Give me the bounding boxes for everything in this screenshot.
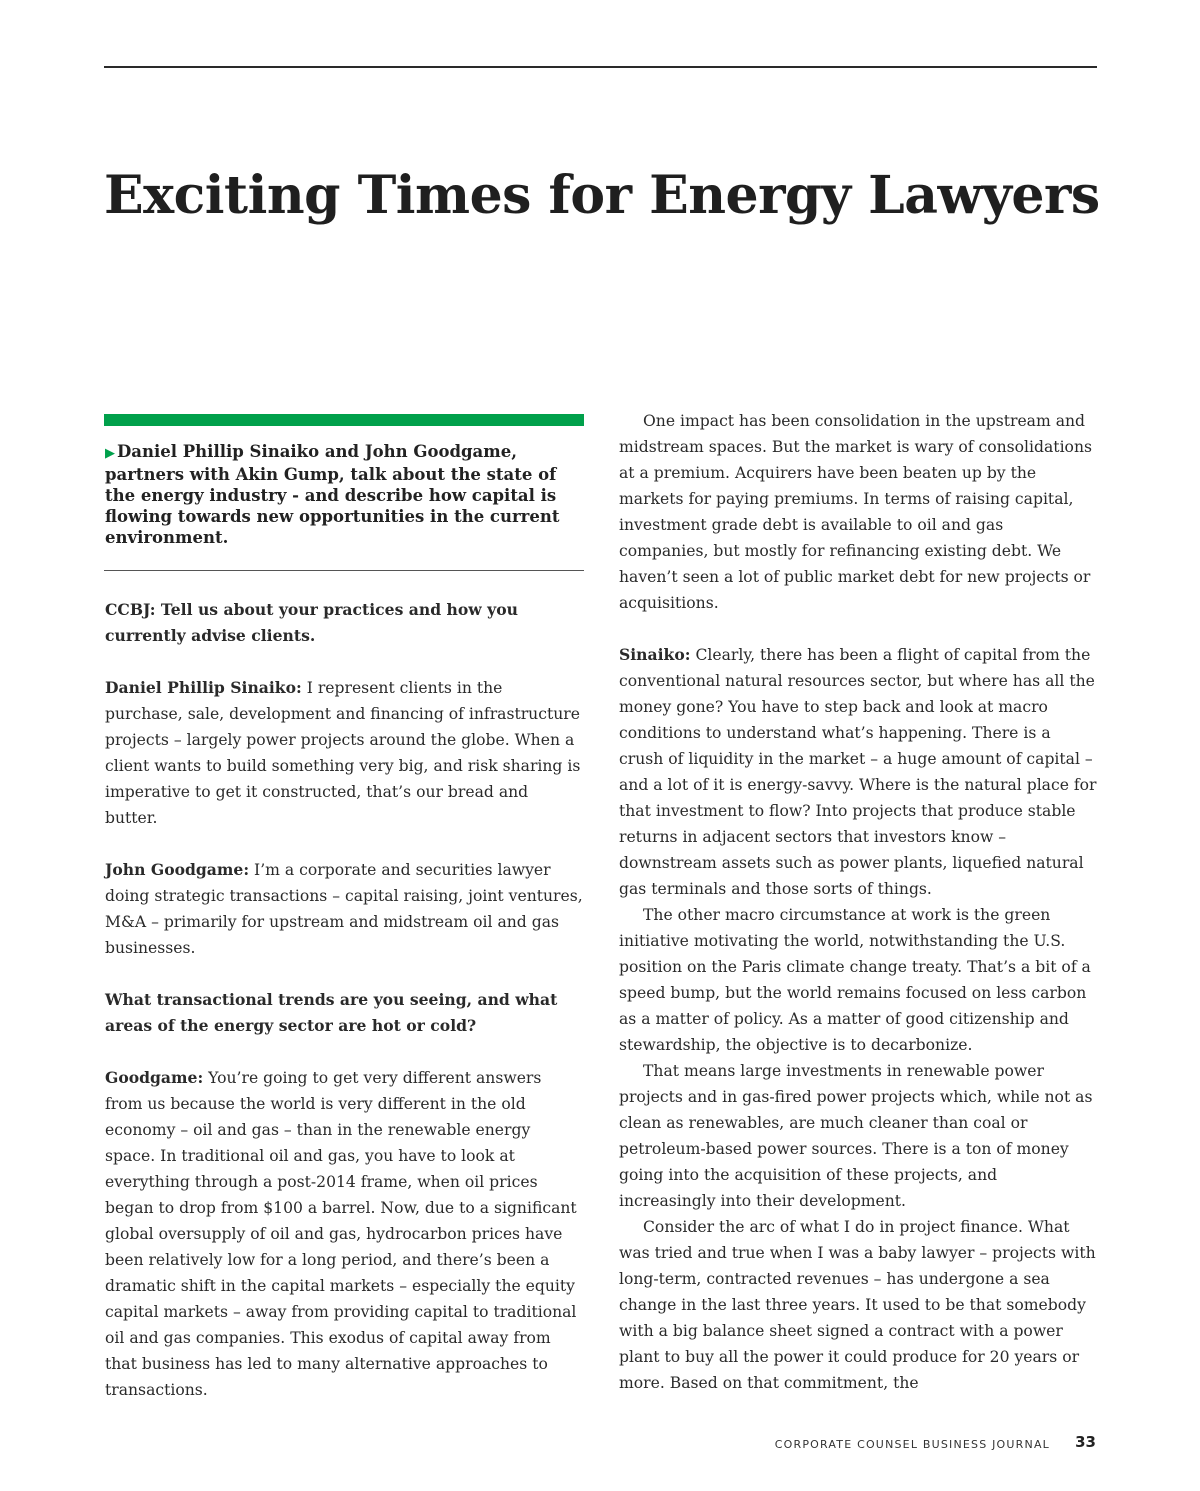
- answer-goodgame-2: [105, 1065, 583, 1403]
- article-deck: [105, 441, 583, 548]
- journal-name: CORPORATE COUNSEL BUSINESS JOURNAL: [774, 1438, 1050, 1451]
- speaker-label: Daniel Phillip Sinaiko:: [105, 678, 302, 697]
- paragraph-consolidation: One impact has been consolidation in the upstream and midstream spaces. But the market is wary of consolidations at a premium. Acquirers have been beaten up by the markets for paying premiums. In terms of raising capital, investment grade debt is available to oil and gas companies, but mostly for refinancing existing debt. We haven’t seen a lot of public market debt for new projects or acquisitions.: [619, 412, 1092, 612]
- question-2: What transactional trends are you seeing, and what areas of the energy sector are hot or cold?: [105, 990, 558, 1035]
- question-1: CCBJ: Tell us about your practices and how you currently advise clients.: [105, 600, 518, 645]
- answer-goodgame-1: [105, 857, 583, 961]
- paragraph-green-initiative: The other macro circumstance at work is the green initiative motivating the world, notwithstanding the U.S. position on the Paris climate change treaty. That’s a bit of a speed bump, but the world remains focused on less carbon as a matter of policy. As a matter of good citizenship and stewardship, the objective is to decarbonize.: [619, 906, 1091, 1054]
- answer-text: I’m a corporate and securities lawyer doing strategic transactions – capital raising, joint ventures, M&A – primarily for upstream and midstream oil and gas businesses.: [105, 861, 583, 957]
- speaker-label: John Goodgame:: [105, 860, 250, 879]
- answer-text: Clearly, there has been a flight of capital from the conventional natural resources sector, but where has all the money gone? You have to step back and look at macro conditions to understand what’s happening. There is a crush of liquidity in the market – a huge amount of capital – and a lot of it is energy-savvy. Where is the natural place for that investment to flow? Into projects that produce stable returns in adjacent sectors that investors know – downstream assets such as power plants, liquefied natural gas terminals and those sorts of things.: [619, 646, 1097, 898]
- article-title: Exciting Times for Energy Lawyers: [104, 165, 1100, 226]
- speaker-label: Sinaiko:: [619, 645, 691, 664]
- answer-text: I represent clients in the purchase, sale, development and financing of infrastructure projects – largely power projects around the globe. When a client wants to build something very big, and risk sharing is imperative to get it constructed, that’s our bread and butter.: [105, 679, 581, 827]
- deck-divider: [104, 570, 584, 571]
- answer-text: You’re going to get very different answers from us because the world is very different in the old economy – oil and gas – than in the renewable energy space. In traditional oil and gas, you have to look at everything through a post-2014 frame, when oil prices began to drop from $100 a barrel. Now, due to a significant global oversupply of oil and gas, hydrocarbon prices have been relatively low for a long period, and there’s been a dramatic shift in the capital markets – especially the equity capital markets – away from providing capital to traditional oil and gas companies. This exodus of capital away from that business has led to many alternative approaches to transactions.: [105, 1069, 577, 1399]
- triangle-right-icon: ▶: [105, 446, 115, 461]
- right-column: [619, 408, 1097, 1396]
- deck-accent-bar: [104, 414, 584, 426]
- answer-sinaiko-2: [619, 642, 1097, 902]
- paragraph-large-investments: That means large investments in renewable power projects and in gas-fired power projects which, while not as clean as renewables, are much cleaner than coal or petroleum-based power sources. There is a ton of money going into the acquisition of these projects, and increasingly into their development.: [619, 1062, 1093, 1210]
- answer-sinaiko-1: [105, 675, 583, 831]
- top-rule: [104, 66, 1097, 68]
- left-column: [105, 597, 583, 1403]
- speaker-label: Goodgame:: [105, 1068, 204, 1087]
- paragraph-project-finance: Consider the arc of what I do in project finance. What was tried and true when I was a baby lawyer – projects with long-term, contracted revenues – has undergone a sea change in the last three years. It used to be that somebody with a big balance sheet signed a contract with a power plant to buy all the power it could produce for 20 years or more. Based on that commitment, the: [619, 1218, 1096, 1392]
- page-number: 33: [1075, 1433, 1096, 1451]
- deck-text: Daniel Phillip Sinaiko and John Goodgame, partners with Akin Gump, talk about the state of the energy industry - and describe how capital is flowing towards new opportunities in the current environment.: [105, 442, 560, 547]
